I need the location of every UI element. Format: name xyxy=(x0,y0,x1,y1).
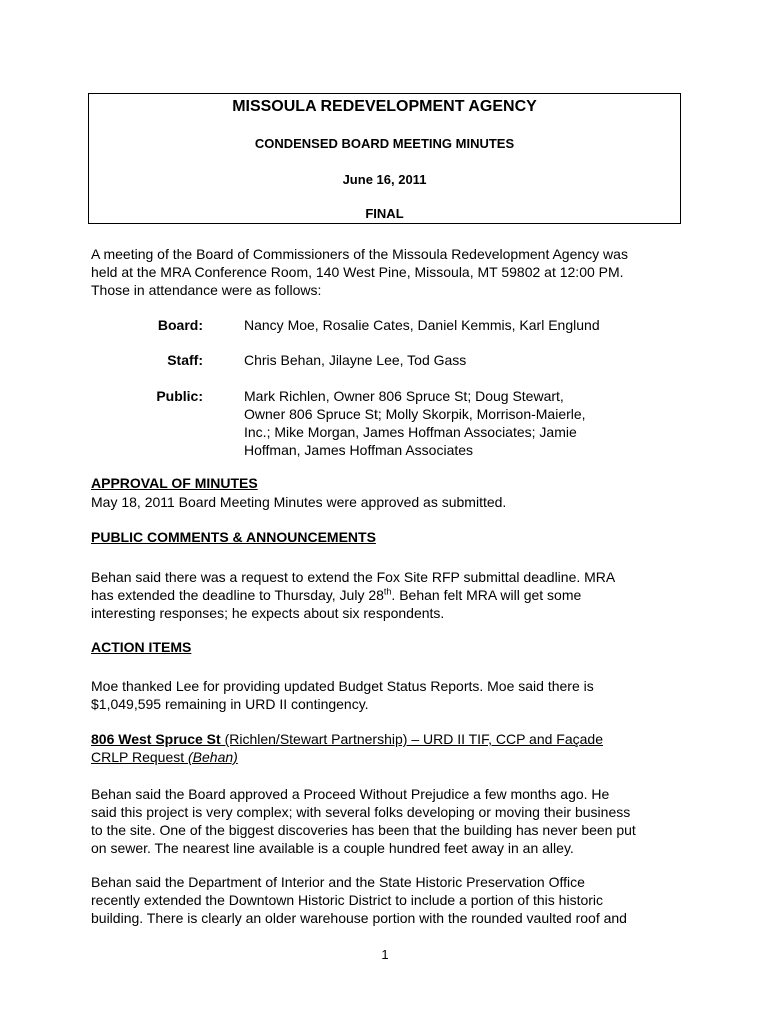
public-comments-heading: PUBLIC COMMENTS & ANNOUNCEMENTS xyxy=(91,529,376,545)
project-paragraph-2 xyxy=(91,873,681,927)
action-items-heading: ACTION ITEMS xyxy=(91,639,192,655)
staff-value: Chris Behan, Jilayne Lee, Tod Gass xyxy=(244,352,467,368)
intro-line: Those in attendance were as follows: xyxy=(91,282,322,298)
header-box xyxy=(88,93,681,224)
project-title-text: CRLP Request xyxy=(91,749,189,765)
project-title-line xyxy=(91,748,681,766)
approval-heading: APPROVAL OF MINUTES xyxy=(91,475,258,491)
project-title-text: (Richlen/Stewart Partnership) – URD II TIF, CCP and Façade xyxy=(220,731,603,747)
public-line: Inc.; Mike Morgan, James Hoffman Associates; Jamie xyxy=(244,424,577,440)
project-title-line xyxy=(91,730,681,748)
paragraph-line: Moe thanked Lee for providing updated Budget Status Reports. Moe said there is xyxy=(91,678,594,694)
paragraph-line: said this project is very complex; with several folks developing or moving their business xyxy=(91,804,631,820)
paragraph-line: on sewer. The nearest line available is a couple hundred feet away in an alley. xyxy=(91,840,574,856)
board-label: Board: xyxy=(157,317,203,333)
document-title: CONDENSED BOARD MEETING MINUTES xyxy=(254,136,515,151)
meeting-date: June 16, 2011 xyxy=(342,172,427,187)
superscript: th xyxy=(383,586,392,597)
paragraph-line: Behan said there was a request to extend the Fox Site RFP submittal deadline. MRA xyxy=(91,569,616,585)
paragraph-line: recently extended the Downtown Historic District to include a portion of this historic xyxy=(91,892,604,908)
document-status: FINAL xyxy=(365,206,404,221)
paragraph-line: Behan said the Department of Interior and the State Historic Preservation Office xyxy=(91,874,585,890)
project-presenter: (Behan) xyxy=(188,749,238,765)
intro-line: A meeting of the Board of Commissioners of the Missoula Redevelopment Agency was xyxy=(91,246,628,262)
paragraph-line: Behan said the Board approved a Proceed Without Prejudice a few months ago. He xyxy=(91,786,610,802)
paragraph-text: has extended the deadline to Thursday, July 28 xyxy=(91,587,384,603)
paragraph-line: interesting responses; he expects about six respondents. xyxy=(91,605,445,621)
intro-line: held at the MRA Conference Room, 140 West Pine, Missoula, MT 59802 at 12:00 PM. xyxy=(91,264,624,280)
project-paragraph-1 xyxy=(91,785,681,857)
intro-paragraph xyxy=(91,245,681,299)
page-number: 1 xyxy=(381,947,389,962)
public-label: Public: xyxy=(156,388,203,404)
paragraph-line: building. There is clearly an older warehouse portion with the rounded vaulted roof and xyxy=(91,910,627,926)
organization-name: MISSOULA REDEVELOPMENT AGENCY xyxy=(232,98,537,115)
public-line: Hoffman, James Hoffman Associates xyxy=(244,442,474,458)
paragraph-line: $1,049,595 remaining in URD II contingency. xyxy=(91,696,369,712)
board-value: Nancy Moe, Rosalie Cates, Daniel Kemmis, Karl Englund xyxy=(244,317,600,333)
project-address: 806 West Spruce St xyxy=(91,731,221,747)
project-title xyxy=(91,730,681,766)
paragraph-text: . Behan felt MRA will get some xyxy=(391,587,582,603)
public-value xyxy=(244,387,644,459)
paragraph-line xyxy=(91,586,681,604)
action-items-paragraph xyxy=(91,677,681,713)
approval-text: May 18, 2011 Board Meeting Minutes were approved as submitted. xyxy=(91,494,507,510)
public-line: Owner 806 Spruce St; Molly Skorpik, Morrison-Maierle, xyxy=(244,406,586,422)
public-line: Mark Richlen, Owner 806 Spruce St; Doug Stewart, xyxy=(244,388,564,404)
public-comments-paragraph xyxy=(91,568,681,622)
staff-label: Staff: xyxy=(167,352,203,368)
paragraph-line: to the site. One of the biggest discoveries has been that the building has never been put xyxy=(91,822,636,838)
